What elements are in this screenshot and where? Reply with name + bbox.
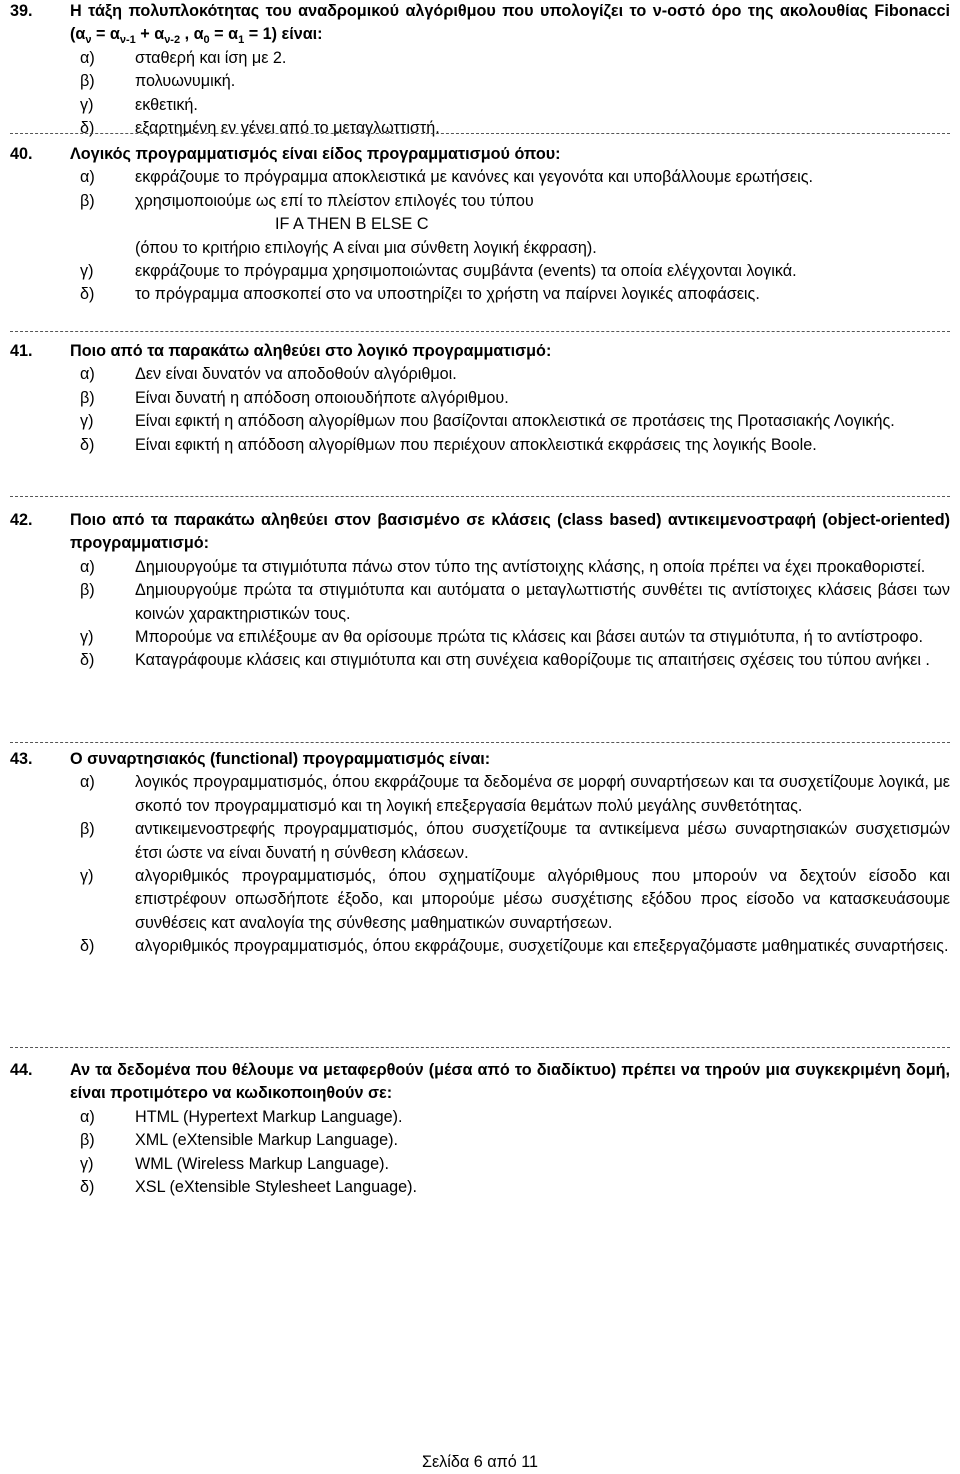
- option-b: β) Δημιουργούμε πρώτα τα στιγμιότυπα και αυτόματα ο μεταγλωττιστής συνθέτει τις αντίστοιχες κλάσεις βάσει των κοινών χαρακτηριστικών τους.: [80, 581, 950, 623]
- question-41: [10, 340, 950, 457]
- question-stem: Ο συναρτησιακός (functional) προγραμματισμός είναι:: [70, 750, 491, 768]
- option-d: δ) Καταγράφουμε κλάσεις και στιγμιότυπα και στη συνέχεια καθορίζουμε τις απαιτήσεις σχέσεις του τύπου ανήκει .: [80, 651, 930, 670]
- question-separator: [10, 496, 950, 497]
- question-43: [10, 748, 950, 959]
- option-a: α) Δεν είναι δυνατόν να αποδοθούν αλγόριθμοι.: [80, 365, 457, 384]
- question-stem: Ποιο από τα παρακάτω αληθεύει στο λογικό προγραμματισμό:: [70, 342, 552, 360]
- question-number: 42.: [10, 511, 33, 529]
- option-b: β) Είναι δυνατή η απόδοση οποιουδήποτε αλγόριθμου.: [80, 388, 509, 407]
- page-footer: Σελίδα 6 από 11: [421, 1453, 539, 1471]
- question-42: [10, 509, 950, 673]
- question-40: [10, 143, 950, 307]
- option-b: β) XML (eXtensible Markup Language).: [80, 1131, 399, 1150]
- option-b: β) χρησιμοποιούμε ως επί το πλείστον επιλογές του τύπου IF A THEN B ELSE C (όπου το κριτήριο επιλογής A είναι μια σύνθετη λογική έκφραση).: [80, 190, 950, 260]
- option-a: α) σταθερή και ίση με 2.: [80, 48, 287, 67]
- question-stem: Αν τα δεδομένα που θέλουμε να μεταφερθούν (μέσα από το διαδίκτυο) πρέπει να τηρούν μια συγκεκριμένη δομή, είναι προτιμότερο να κωδικοποιηθούν σε:: [70, 1061, 950, 1103]
- option-c: γ) Μπορούμε να επιλέξουμε αν θα ορίσουμε πρώτα τις κλάσεις και βάσει αυτών τα στιγμιότυπα, ή το αντίστροφο.: [80, 628, 923, 647]
- option-c: γ) εκφράζουμε το πρόγραμμα χρησιμοποιώντας συμβάντα (events) τα οποία ελέγχονται λογικά.: [80, 262, 797, 281]
- option-b: β) αντικειμενοστρεφής προγραμματισμός, όπου συσχετίζουμε τα αντικείμενα μέσω συναρτησιακών συσχετισμών έτσι ώστε να είναι δυνατή η σύνθεση κλάσεων.: [80, 820, 950, 862]
- option-a: α) εκφράζουμε το πρόγραμμα αποκλειστικά με κανόνες και γεγονότα και υποβάλλουμε ερωτήσεις.: [80, 168, 813, 187]
- code-line: IF A THEN B ELSE C: [275, 215, 429, 234]
- option-d: δ) XSL (eXtensible Stylesheet Language).: [80, 1178, 417, 1197]
- question-number: 44.: [10, 1061, 33, 1079]
- option-c: γ) αλγοριθμικός προγραμματισμός, όπου σχηματίζουμε αλγόριθμους που μπορούν να δεχτούν είσοδο και επιστρέφουν οπωσδήποτε έξοδο, και μπορούμε μέσω συσχέτισης εξόδου προς είσοδο να κατασκευάσουμε συνθέσεις κατ αναλογία της σύνθεσης μαθηματικών συναρτήσεων.: [80, 867, 950, 932]
- option-a: α) Δημιουργούμε τα στιγμιότυπα πάνω στον τύπο της αντίστοιχης κλάσης, η οποία πρέπει να έχει προκαθοριστεί.: [80, 557, 926, 576]
- question-44: [10, 1059, 950, 1199]
- option-c: γ) WML (Wireless Markup Language).: [80, 1154, 389, 1173]
- option-d: δ) εξαρτημένη εν γένει από το μεταγλωττιστή.: [80, 119, 440, 138]
- question-separator: [10, 1047, 950, 1048]
- question-39: [10, 0, 950, 140]
- question-separator: [10, 742, 950, 743]
- question-stem: Ποιο από τα παρακάτω αληθεύει στον βασισμένο σε κλάσεις (class based) αντικειμενοστραφή (object-oriented) προγραμματισμό:: [70, 511, 950, 553]
- option-c: γ) Είναι εφικτή η απόδοση αλγορίθμων που βασίζονται αποκλειστικά σε προτάσεις της Προτασιακής Λογικής.: [80, 412, 895, 431]
- question-number: 40.: [10, 145, 33, 163]
- option-b: β) πολυωνυμική.: [80, 72, 236, 91]
- option-d: δ) αλγοριθμικός προγραμματισμός, όπου εκφράζουμε, συσχετίζουμε και επεξεργαζόμαστε μαθηματικές συναρτήσεις.: [80, 937, 949, 956]
- question-separator: [10, 133, 950, 134]
- question-number: 43.: [10, 750, 33, 768]
- question-stem: Λογικός προγραμματισμός είναι είδος προγραμματισμού όπου:: [70, 145, 561, 163]
- question-number: 41.: [10, 342, 33, 360]
- question-separator: [10, 331, 950, 332]
- question-number: 39.: [10, 2, 33, 20]
- option-d: δ) το πρόγραμμα αποσκοπεί στο να υποστηρίζει το χρήστη να παίρνει λογικές αποφάσεις.: [80, 285, 760, 304]
- question-stem: Η τάξη πολυπλοκότητας του αναδρομικού αλγόριθμου που υπολογίζει το ν-οστό όρο της ακολουθίας Fibonacci ($\alpha_\nu = \alpha_{\nu-1} + \alpha_{\nu-2}$ , $\alpha_0 = \alpha_1 = 1$) είναι:: [70, 2, 950, 47]
- option-a: α) HTML (Hypertext Markup Language).: [80, 1107, 403, 1126]
- option-c: γ) εκθετική.: [80, 95, 198, 114]
- option-a: α) λογικός προγραμματισμός, όπου εκφράζουμε τα δεδομένα σε μορφή συναρτήσεων και τα συσχετίζουμε λογικά, με σκοπό τον προγραμματισμό και τη λογική επεξεργασία θεμάτων πολύ μεγάλης συνθετότητας.: [80, 773, 950, 815]
- option-d: δ) Είναι εφικτή η απόδοση αλγορίθμων που περιέχουν αποκλειστικά εκφράσεις της λογικής Boole.: [80, 435, 817, 454]
